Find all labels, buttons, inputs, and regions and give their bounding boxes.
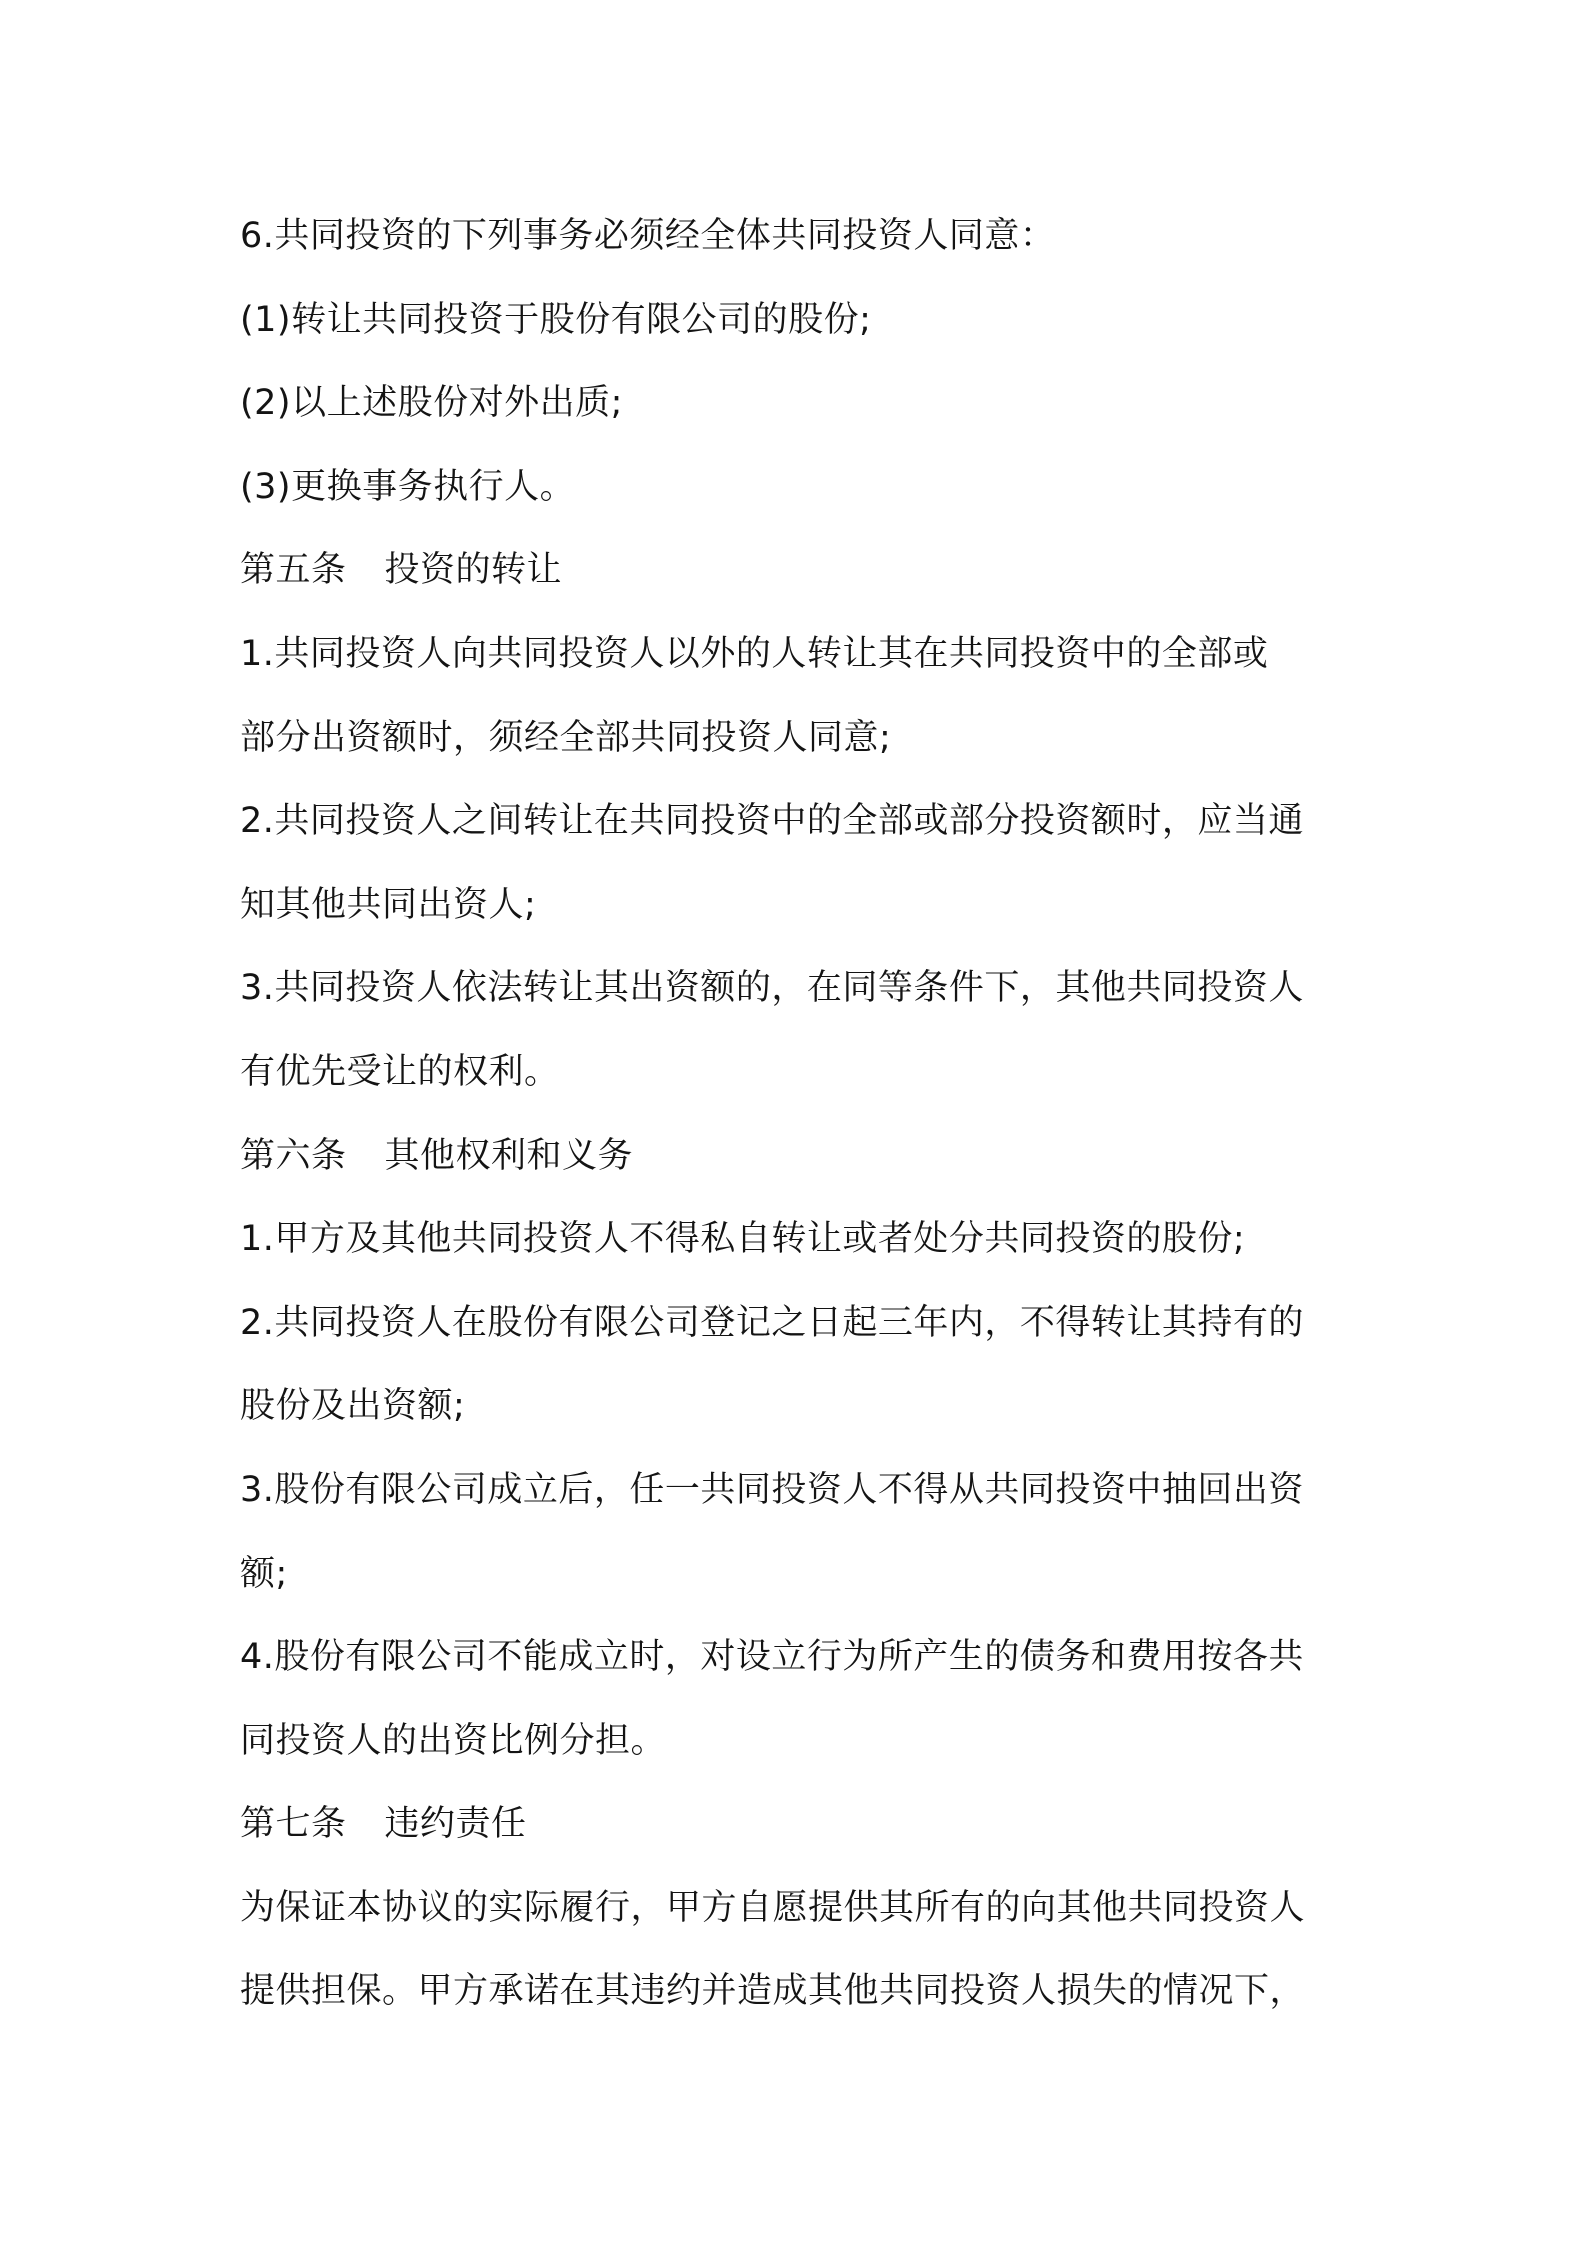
clause-line: 6.共同投资的下列事务必须经全体共同投资人同意： — [240, 216, 1056, 256]
clause-line: 2.共同投资人在股份有限公司登记之日起三年内，不得转让其持有的 — [240, 1302, 1304, 1343]
clause-line: (3)更换事务执行人。 — [240, 466, 576, 507]
document-body — [240, 195, 1360, 2034]
clause-line: 知其他共同出资人; — [240, 884, 537, 925]
article-number: 第七条 — [240, 1804, 347, 1845]
clause-line: 为保证本协议的实际履行，甲方自愿提供其所有的向其他共同投资人 — [240, 1887, 1306, 1928]
clause-line: 1.甲方及其他共同投资人不得私自转让或者处分共同投资的股份; — [240, 1219, 1246, 1260]
article-heading — [240, 1783, 1360, 1867]
clause-line: 1.共同投资人向共同投资人以外的人转让其在共同投资中的全部或 — [240, 633, 1269, 674]
article-heading — [240, 529, 1360, 613]
article-title: 投资的转让 — [384, 550, 563, 591]
clause-line: 3.共同投资人依法转让其出资额的，在同等条件下，其他共同投资人 — [240, 968, 1304, 1009]
clause-line: 额; — [240, 1553, 288, 1594]
article-title: 其他权利和义务 — [384, 1135, 634, 1176]
clause-line: 股份及出资额; — [240, 1386, 466, 1427]
clause-line: 2.共同投资人之间转让在共同投资中的全部或部分投资额时，应当通 — [240, 801, 1304, 842]
clause-line: 有优先受让的权利。 — [240, 1051, 560, 1092]
clause-line: 提供担保。甲方承诺在其违约并造成其他共同投资人损失的情况下， — [240, 1971, 1306, 2012]
clause-line: 同投资人的出资比例分担。 — [240, 1720, 667, 1761]
article-title: 违约责任 — [384, 1804, 527, 1845]
article-number: 第五条 — [240, 550, 347, 591]
clause-line: 3.股份有限公司成立后，任一共同投资人不得从共同投资中抽回出资 — [240, 1469, 1304, 1510]
article-number: 第六条 — [240, 1135, 347, 1176]
clause-line: 部分出资额时，须经全部共同投资人同意; — [240, 717, 892, 758]
clause-line: 4.股份有限公司不能成立时，对设立行为所产生的债务和费用按各共 — [240, 1637, 1304, 1678]
clause-line: (1)转让共同投资于股份有限公司的股份; — [240, 299, 872, 340]
article-heading — [240, 1115, 1360, 1199]
clause-line: (2)以上述股份对外出质; — [240, 383, 623, 424]
